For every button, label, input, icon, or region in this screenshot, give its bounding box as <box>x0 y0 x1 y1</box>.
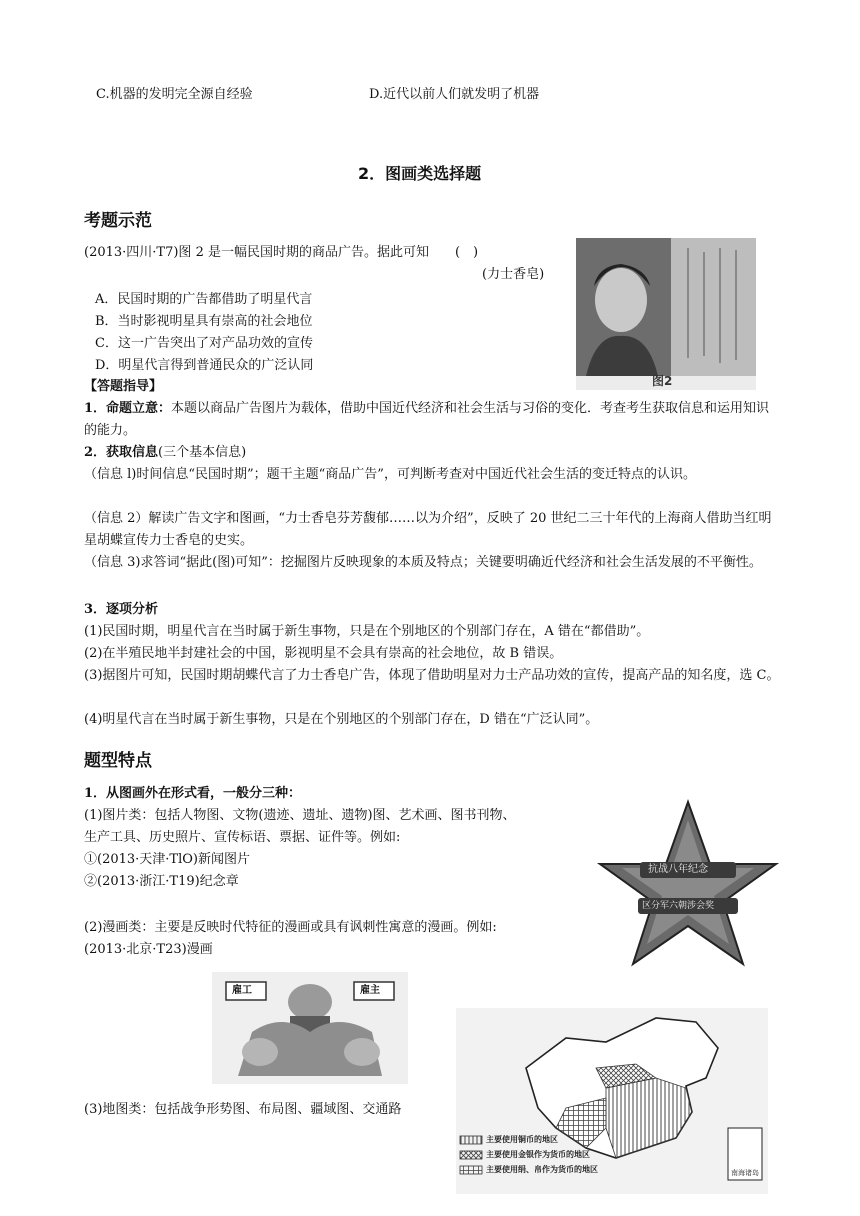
features-heading: 题型特点 <box>84 751 152 771</box>
picture-type-line-2: 生产工具、历史照片、宣传标语、票据、证件等。例如: <box>84 830 401 845</box>
features-sub-1: 1．从图画外在形式看，一般分三种： <box>84 786 302 801</box>
guide-point-2 <box>84 442 246 464</box>
map-image <box>456 1008 768 1194</box>
option-c-example: C．这一广告突出了对产品功效的宣传 <box>95 336 313 351</box>
map-type-line: (3)地图类：包括战争形势图、布局图、疆域图、交通路 <box>84 1102 402 1117</box>
info-3: （信息 3)求答词“据此(图)可知”：挖掘图片反映现象的本质及特点；关键要明确近代经济和社会生活发展的不平衡性。 <box>84 555 762 570</box>
medal-top-text: 抗战八年纪念 <box>648 864 708 875</box>
map-legend-copper: 主要使用铜币的地区 <box>486 1135 558 1144</box>
cartoon-image <box>212 972 408 1084</box>
medal-image <box>596 798 780 968</box>
info-1: （信息 l)时间信息“民国时期”；题干主题“商品广告”，可判断考查对中国近代社会生活的变迁特点的认识。 <box>84 467 696 482</box>
example-2: ②(2013·浙江·T19)纪念章 <box>84 874 239 889</box>
medal-bottom-text: 区分军六朝涉会奖 <box>642 901 715 911</box>
guide-heading: 【答题指导】 <box>84 379 163 394</box>
cartoon-type-line: (2)漫画类：主要是反映时代特征的漫画或具有讽刺性寓意的漫画。例如: <box>84 920 497 935</box>
option-d-example: D．明星代言得到普通民众的广泛认同 <box>95 358 314 373</box>
map-inset-label: 南海诸岛 <box>731 1169 759 1177</box>
info-2: （信息 2）解读广告文字和图画，“力士香皂芬芳馥郁……以为介绍”，反映了 20 世纪二三十年代的上海商人借助当红明星胡蝶宣传力士香皂的史实。 <box>84 511 772 548</box>
advertisement-photo <box>576 238 756 390</box>
cartoon-label-employer: 雇主 <box>360 985 380 996</box>
option-d: D.近代以前人们就发明了机器 <box>369 87 540 102</box>
picture-type-line-1: (1)图片类：包括人物图、文物(遗迹、遗址、遗物)图、艺术画、图书刊物、 <box>84 808 516 823</box>
example-question: (2013·四川·T7)图 2 是一幅民国时期的商品广告。据此可知 ( ) <box>84 245 479 260</box>
section-title: 2．图画类选择题 <box>358 164 482 183</box>
example-heading: 考题示范 <box>84 211 152 231</box>
guide-point-1-text: 本题以商品广告图片为载体，借助中国近代经济和社会生活与习俗的变化．考查考生获取信息和运用知识的能力。 <box>84 401 770 438</box>
guide-point-3: 3．逐项分析 <box>84 602 159 617</box>
figure-label: 图2 <box>652 374 673 388</box>
guide-point-1 <box>84 398 780 442</box>
cartoon-label-worker: 雇工 <box>232 985 252 996</box>
option-b: B．当时影视明星具有崇高的社会地位 <box>95 314 313 329</box>
example-1: ①(2013·天津·TlO)新闻图片 <box>84 852 250 867</box>
analysis-1: (1)民国时期，明星代言在当时属于新生事物，只是在个别地区的个别部门存在，A 错在“都借助”。 <box>84 624 650 639</box>
map-legend-gold-silver: 主要使用金银作为货币的地区 <box>486 1150 590 1159</box>
analysis-2: (2)在半殖民地半封建社会的中国，影视明星不会具有崇高的社会地位，故 B 错误。 <box>84 646 563 661</box>
analysis-3: (3)据图片可知，民国时期胡蝶代言了力士香皂广告，体现了借助明星对力士产品功效的宣传，提高产品的知名度，选 C。 <box>84 668 780 683</box>
guide-point-1-head: 1．命题立意： <box>84 401 172 416</box>
map-legend-silk: 主要使用绢、帛作为货币的地区 <box>486 1165 598 1174</box>
option-a: A．民国时期的广告都借助了明星代言 <box>95 292 313 307</box>
guide-point-2-sub: (三个基本信息) <box>158 445 247 460</box>
analysis-4: (4)明星代言在当时属于新生事物，只是在个别地区的个别部门存在，D 错在“广泛认同”。 <box>84 712 599 727</box>
cartoon-example: (2013·北京·T23)漫画 <box>84 942 213 957</box>
guide-point-2-head: 2．获取信息 <box>84 445 159 460</box>
option-c: C.机器的发明完全源自经验 <box>96 87 253 102</box>
example-caption: (力士香皂) <box>482 267 545 282</box>
